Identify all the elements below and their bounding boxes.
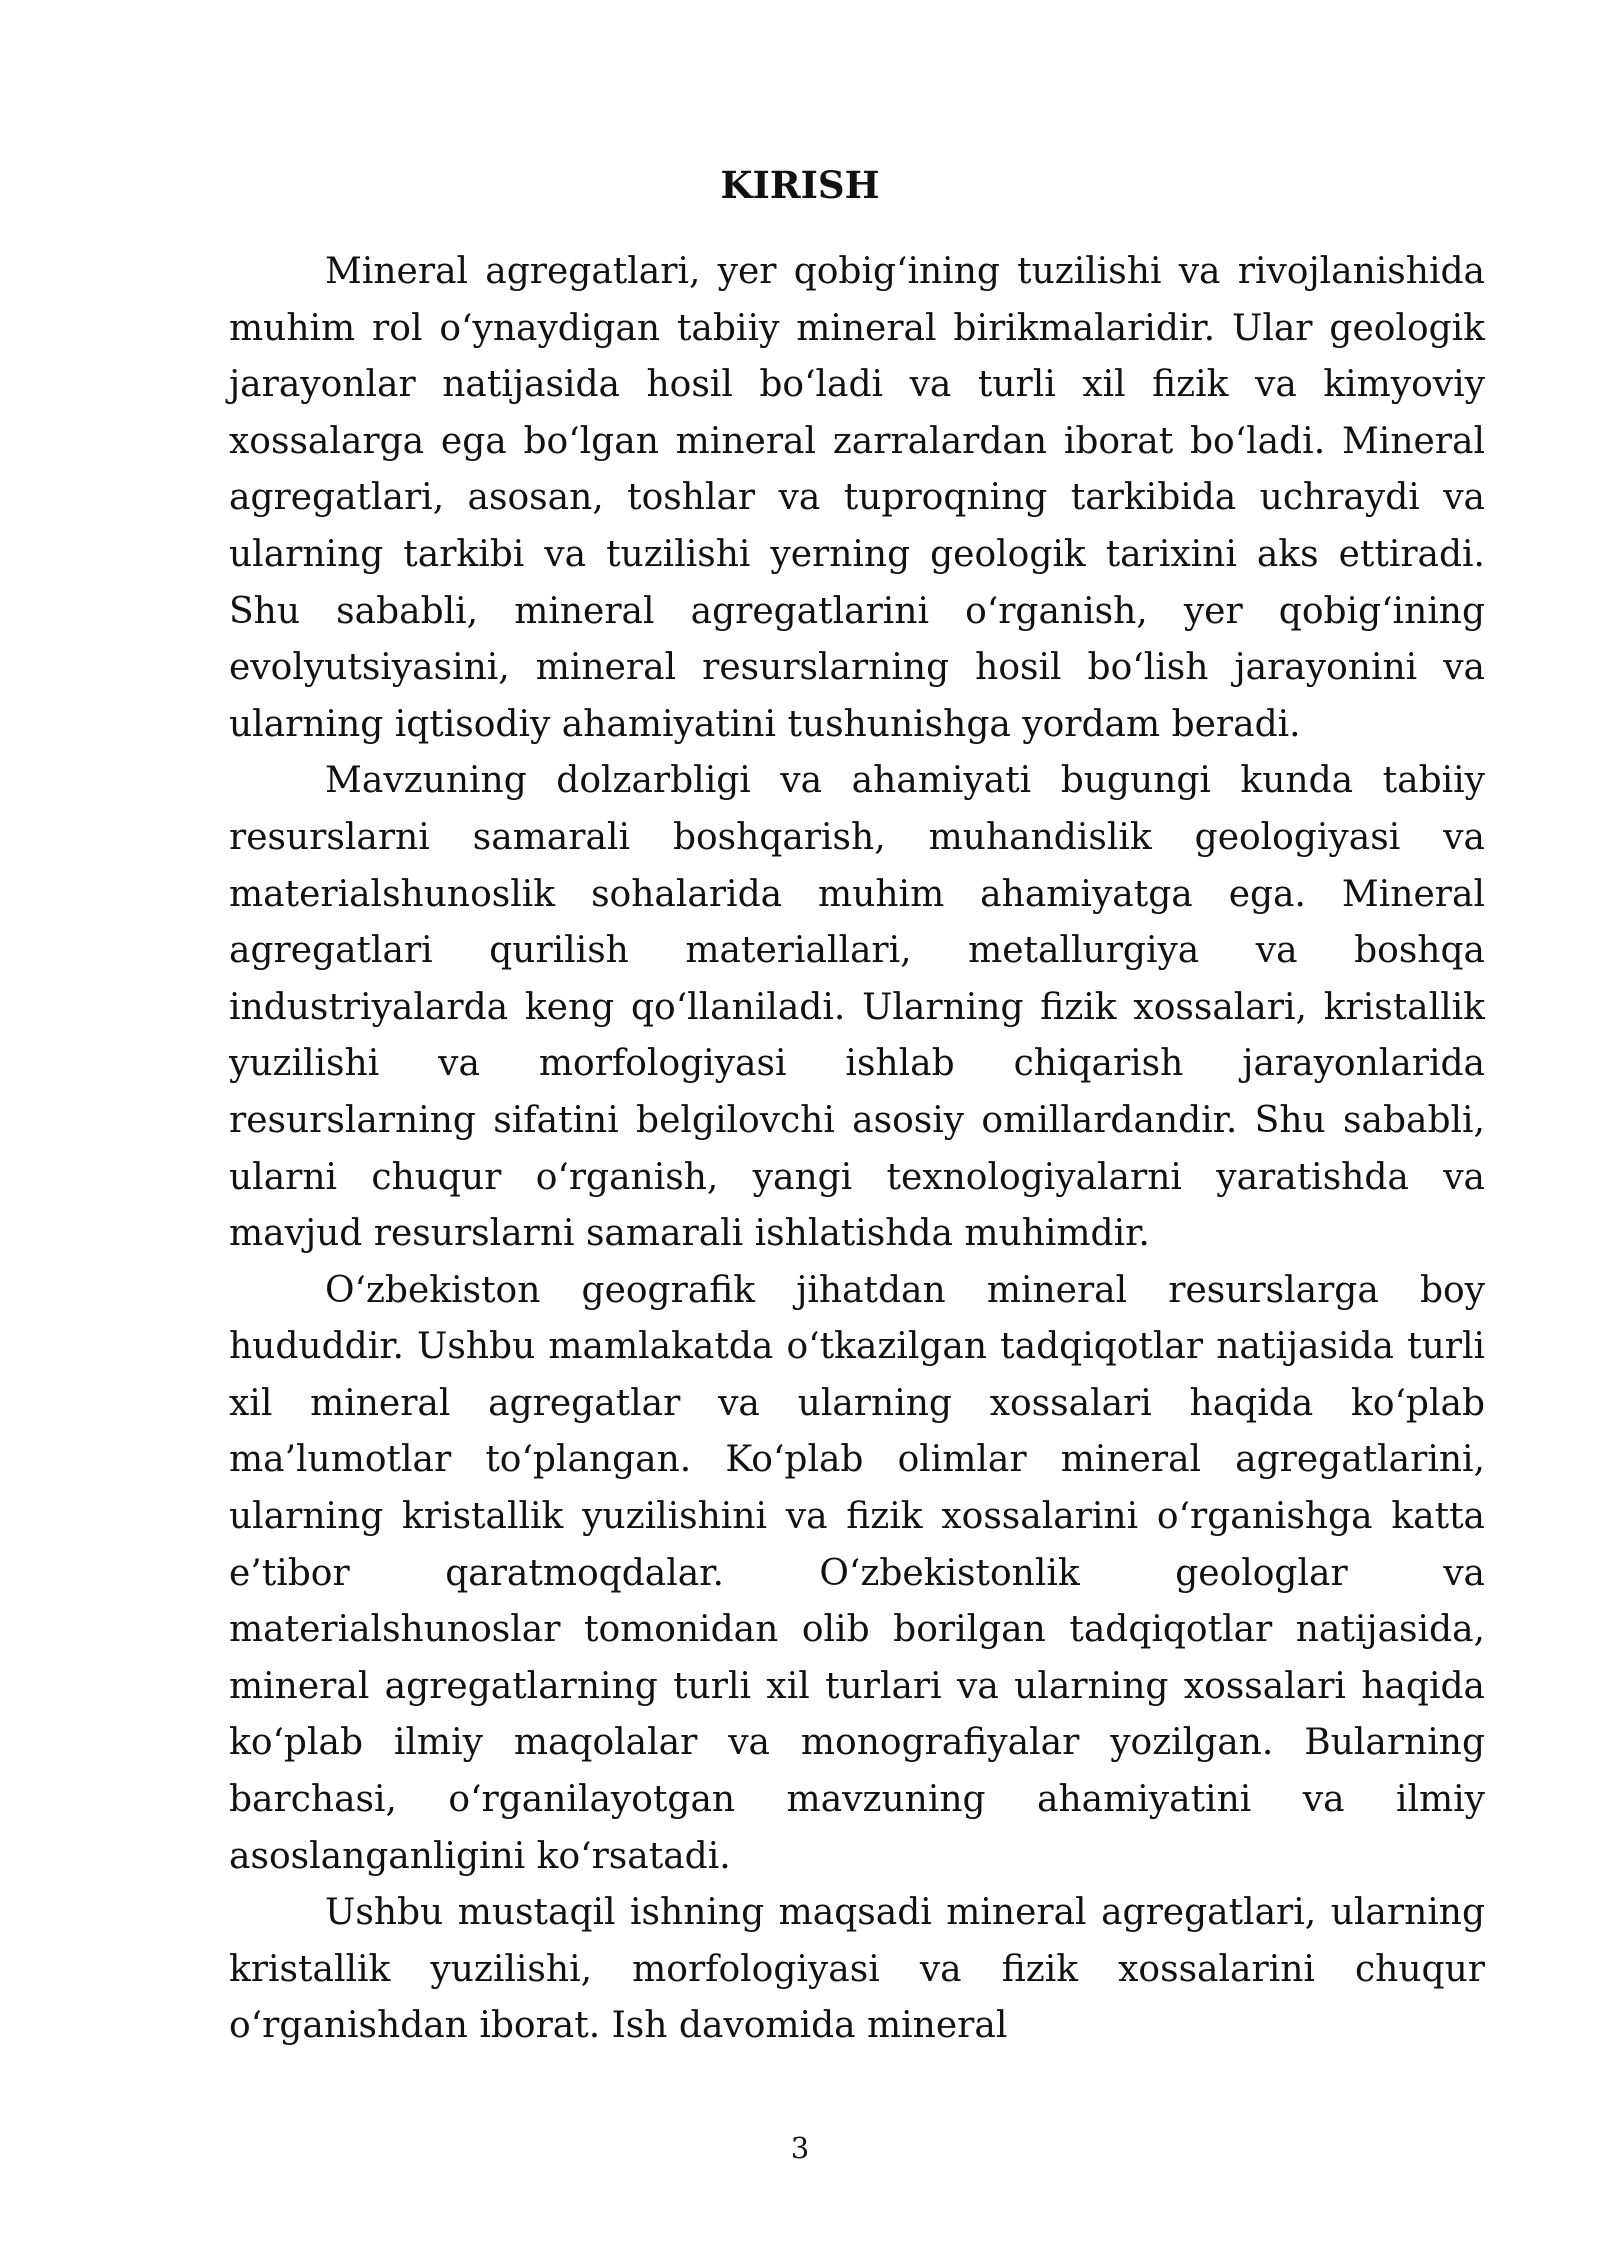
paragraph-3: O‘zbekiston geografik jihatdan mineral resurslarga boy hududdir. Ushbu mamlakatda o‘tkazilgan tadqiqotlar natijasida turli xil mineral agregatlar va ularning xossalari haqida ko‘plab ma’lumotlar to‘plangan. Ko‘plab olimlar mineral agregatlarini, ularning kristallik yuzilishini va fizik xossalarini o‘rganishga katta e’tibor qaratmoqdalar. O‘zbekistonlik geologlar va materialshunoslar tomonidan olib borilgan tadqiqotlar natijasida, mineral agregatlarning turli xil turlari va ularning xossalari haqida ko‘plab ilmiy maqolalar va monografiyalar yozilgan. Bularning barchasi, o‘rganilayotgan mavzuning ahamiyatini va ilmiy asoslanganligini ko‘rsatadi.	[229, 1269, 1485, 1877]
paragraph-1: Mineral agregatlari, yer qobig‘ining tuzilishi va rivojlanishida muhim rol o‘ynaydigan tabiiy mineral birikmalaridir. Ular geologik jarayonlar natijasida hosil bo‘ladi va turli xil fizik va kimyoviy xossalarga ega bo‘lgan mineral zarralardan iborat bo‘ladi. Mineral agregatlari, asosan, toshlar va tuproqning tarkibida uchraydi va ularning tarkibi va tuzilishi yerning geologik tarixini aks ettiradi. Shu sababli, mineral agregatlarini o‘rganish, yer qobig‘ining evolyutsiyasini, mineral resurslarning hosil bo‘lish jarayonini va ularning iqtisodiy ahamiyatini tushunishga yordam beradi.	[229, 251, 1485, 745]
section-title: KIRISH	[720, 163, 880, 207]
page-number: 3	[790, 2131, 810, 2165]
paragraph-2: Mavzuning dolzarbligi va ahamiyati bugungi kunda tabiiy resurslarni samarali boshqarish, muhandislik geologiyasi va materialshunoslik sohalarida muhim ahamiyatga ega. Mineral agregatlari qurilish materiallari, metallurgiya va boshqa industriyalarda keng qo‘llaniladi. Ularning fizik xossalari, kristallik yuzilishi va morfologiyasi ishlab chiqarish jarayonlarida resurslarning sifatini belgilovchi asosiy omillardandir. Shu sababli, ularni chuqur o‘rganish, yangi texnologiyalarni yaratishda va mavjud resurslarni samarali ishlatishda muhimdir.	[229, 760, 1485, 1255]
body-text	[229, 244, 1485, 2055]
paragraph-4: Ushbu mustaqil ishning maqsadi mineral agregatlari, ularning kristallik yuzilishi, morfologiyasi va fizik xossalarini chuqur o‘rganishdan iborat. Ish davomida mineral	[229, 1892, 1485, 2047]
